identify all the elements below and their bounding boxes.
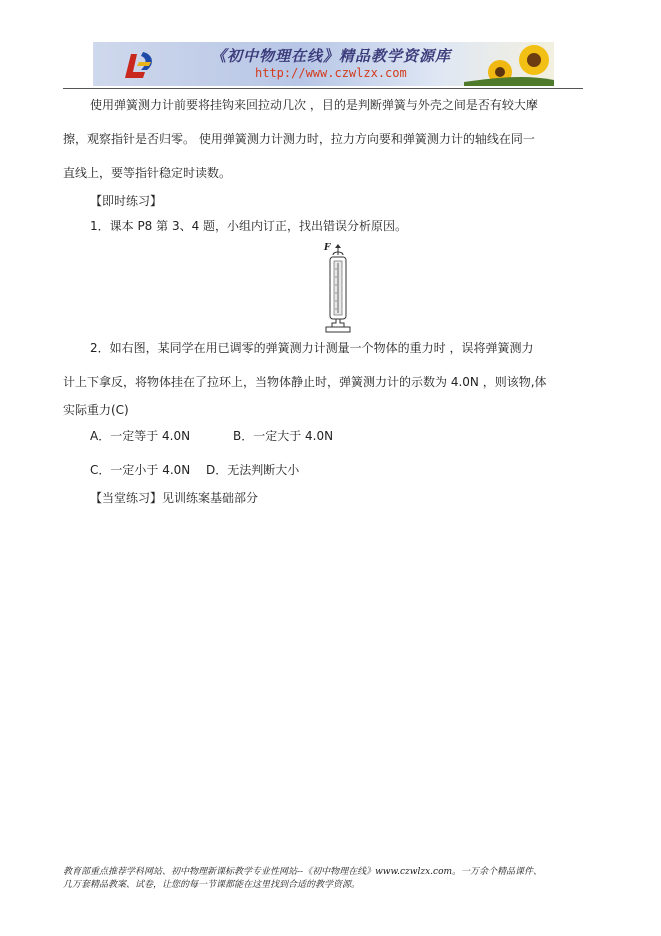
force-label: F [324, 243, 331, 253]
paragraph-line: 擦，观察指针是否归零。 使用弹簧测力计测力时，拉力方向要和弹簧测力计的轴线在同一 [63, 132, 535, 146]
question-2-line: 2．如右图，某同学在用已调零的弹簧测力计测量一个物体的重力时 ，误将弹簧测力 [90, 341, 534, 355]
banner-url: http://www.czwlzx.com [255, 66, 407, 80]
question-1: 1．课本 P8 第 3、4 题，小组内订正，找出错误分析原因。 [90, 219, 408, 233]
section-heading-practice: 【即时练习】 [90, 194, 163, 208]
section-heading-class-practice: 【当堂练习】见训练案基础部分 [90, 491, 259, 505]
site-logo-icon [121, 48, 157, 82]
header-banner [93, 42, 554, 86]
banner-title: 《初中物理在线》精品教学资源库 [211, 47, 452, 65]
footer-line: 几万套精品教案、试卷，让您的每一节课都能在这里找到合适的教学资源。 [63, 880, 361, 890]
paragraph-line: 直线上，要等指针稳定时读数。 [63, 166, 232, 180]
option-c: C．一定小于 4.0N [90, 463, 191, 477]
option-d: D．无法判断大小 [206, 463, 300, 477]
footer-line: 教育部重点推荐学科网站、初中物理新课标教学专业性网站--《初中物理在线》www.czwlzx.com。一万余个精品课件、 [63, 867, 543, 877]
paragraph-line: 使用弹簧测力计前要将挂钩来回拉动几次 ，目的是判断弹簧与外壳之间是否有较大摩 [90, 98, 538, 112]
spring-scale-icon [322, 243, 352, 333]
sunflower-icon [464, 42, 554, 86]
header-divider [63, 88, 583, 89]
question-2-line: 计上下拿反，将物体挂在了拉环上，当物体静止时，弹簧测力计的示数为 4.0N ，则该物,体 [63, 375, 547, 389]
spring-scale-figure [322, 243, 352, 333]
question-2-line: 实际重力(C) [63, 403, 129, 417]
option-b: B．一定大于 4.0N [233, 429, 334, 443]
option-a: A．一定等于 4.0N [90, 429, 191, 443]
